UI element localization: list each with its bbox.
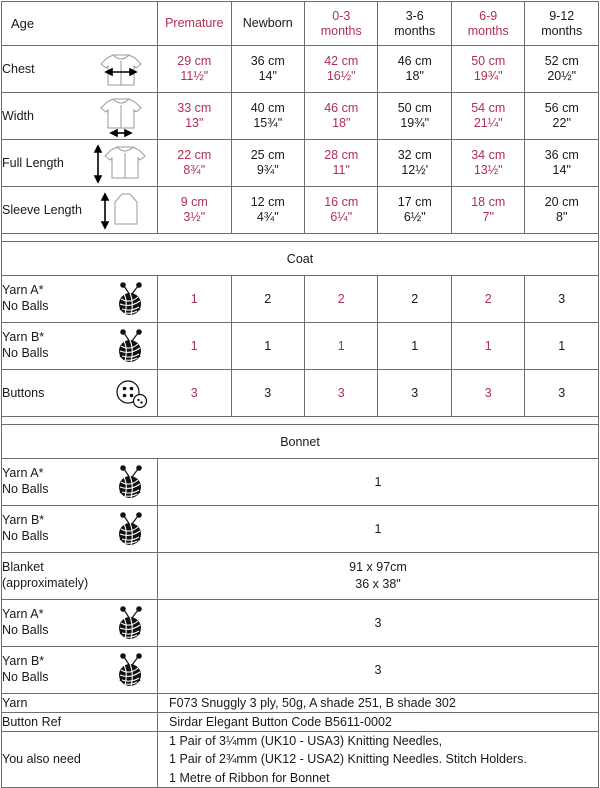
footer-row-yarn	[2, 694, 599, 713]
yarn-ball-icon	[111, 280, 151, 318]
value-inch: 22"	[552, 116, 571, 130]
bonnet-row-yarn-b	[2, 506, 599, 553]
value-cm: 12 cm	[250, 195, 285, 209]
value-cell	[231, 140, 304, 187]
also-need-line-1: 1 Pair of 3¼mm (UK10 - USA3) Knitting Needles,	[169, 734, 443, 749]
row-label-text: Buttons	[2, 386, 45, 400]
row-label-buttons	[2, 370, 158, 417]
value-cell	[305, 140, 378, 187]
row-label-full-length	[2, 140, 158, 187]
value-cm: 56 cm	[544, 101, 579, 115]
value-cm: 36 cm	[544, 148, 579, 162]
count-cell: 2	[378, 276, 451, 323]
value-cell	[231, 93, 304, 140]
label-line1: Blanket	[2, 560, 44, 575]
label-line2: No Balls	[2, 482, 49, 496]
footer-row-you-also-need	[2, 732, 599, 787]
value-cm: 33 cm	[177, 101, 212, 115]
row-label-text: Sleeve Length	[2, 203, 82, 217]
cardigan-length-icon	[91, 141, 151, 185]
value-inch: 3½"	[183, 210, 206, 224]
label-line2: No Balls	[2, 623, 49, 637]
size-line1: Premature	[165, 16, 224, 31]
size-line2: months	[320, 23, 362, 38]
row-label-width	[2, 93, 158, 140]
cardigan-width-icon	[91, 94, 151, 138]
value-inch: 6½"	[403, 210, 426, 224]
cardigan-chest-icon	[91, 47, 151, 91]
label-line1: Yarn A*	[2, 466, 44, 481]
blanket-size-inch: 36 x 38"	[355, 577, 401, 591]
value-cell	[451, 46, 524, 93]
value-inch: 14"	[552, 163, 571, 177]
header-size-9-12-months	[525, 2, 599, 46]
header-size-6-9-months	[451, 2, 524, 46]
count-cell: 3	[378, 370, 451, 417]
count-cell: 3	[158, 370, 231, 417]
label-line1: Yarn B*	[2, 513, 45, 528]
value-cell	[231, 46, 304, 93]
value-cm: 46 cm	[324, 101, 359, 115]
blanket-row-yarn-b	[2, 647, 599, 694]
row-label-text	[2, 466, 49, 497]
value-cell	[231, 187, 304, 234]
size-line1: 6-9	[479, 9, 498, 24]
row-label-text	[2, 513, 49, 544]
count-cell: 1	[158, 323, 231, 370]
footer-label-yarn: Yarn	[2, 694, 158, 713]
value-inch: 20½"	[547, 69, 577, 83]
section-banner-label: Coat	[2, 242, 599, 276]
coat-row-yarn-b	[2, 323, 599, 370]
row-label-yarn-b	[2, 647, 158, 694]
label-line1: Yarn A*	[2, 607, 44, 622]
value-inch: 19¾"	[473, 69, 503, 83]
section-spacer	[2, 417, 599, 425]
coat-row-yarn-a	[2, 276, 599, 323]
value-inch: 14"	[258, 69, 277, 83]
value-cm: 50 cm	[471, 54, 506, 68]
value-inch: 11"	[332, 163, 350, 177]
garment-size-table	[1, 1, 599, 788]
count-cell: 3	[231, 370, 304, 417]
value-cell	[158, 93, 231, 140]
value-inch: 21¼"	[473, 116, 503, 130]
value-cm: 42 cm	[324, 54, 359, 68]
footer-value-button-ref: Sirdar Elegant Button Code B5611-0002	[158, 713, 599, 732]
value-cell	[451, 187, 524, 234]
count-cell: 1	[305, 323, 378, 370]
table-header-row	[2, 2, 599, 46]
value-cm: 52 cm	[544, 54, 579, 68]
value-cm: 32 cm	[397, 148, 432, 162]
count-cell: 3	[451, 370, 524, 417]
also-need-line-3: 1 Metre of Ribbon for Bonnet	[169, 770, 330, 785]
value-cm: 34 cm	[471, 148, 506, 162]
count-cell: 3	[525, 370, 599, 417]
yarn-ball-icon	[111, 604, 151, 642]
merged-count-cell: 3	[158, 600, 599, 647]
count-cell: 1	[525, 323, 599, 370]
label-line2: No Balls	[2, 670, 49, 684]
value-cm: 20 cm	[544, 195, 579, 209]
count-cell: 2	[451, 276, 524, 323]
section-banner-bonnet	[2, 425, 599, 459]
label-line1: Yarn B*	[2, 654, 45, 669]
value-cm: 29 cm	[177, 54, 212, 68]
count-cell: 1	[231, 323, 304, 370]
value-cm: 50 cm	[397, 101, 432, 115]
coat-row-buttons	[2, 370, 599, 417]
footer-value-you-also-need	[158, 732, 599, 787]
value-cell	[378, 187, 451, 234]
row-label-chest	[2, 46, 158, 93]
merged-count-cell: 1	[158, 506, 599, 553]
value-cm: 17 cm	[397, 195, 432, 209]
value-cell	[525, 46, 599, 93]
yarn-ball-icon	[111, 463, 151, 501]
label-line1: Yarn A*	[2, 283, 44, 298]
label-line1: Yarn B*	[2, 330, 45, 345]
count-cell: 3	[525, 276, 599, 323]
count-cell: 1	[158, 276, 231, 323]
buttons-icon	[111, 375, 151, 411]
row-label-text: Chest	[2, 62, 35, 76]
value-cm: 25 cm	[250, 148, 285, 162]
value-cm: 18 cm	[471, 195, 506, 209]
value-cell	[158, 46, 231, 93]
value-inch: 11½"	[180, 69, 209, 83]
value-cell	[378, 93, 451, 140]
value-cell	[451, 140, 524, 187]
row-label-text	[2, 654, 49, 685]
size-line2: months	[467, 23, 509, 38]
yarn-ball-icon	[111, 651, 151, 689]
row-label-yarn-a	[2, 600, 158, 647]
yarn-ball-icon	[111, 327, 151, 365]
label-line2: No Balls	[2, 529, 49, 543]
row-label-text: Width	[2, 109, 34, 123]
size-line1: Newborn	[242, 16, 293, 31]
value-inch: 12½'	[401, 163, 429, 177]
value-inch: 4¾"	[256, 210, 279, 224]
value-cell	[305, 187, 378, 234]
value-cell	[158, 140, 231, 187]
merged-count-cell: 1	[158, 459, 599, 506]
value-inch: 13½"	[473, 163, 503, 177]
blanket-row-yarn-a	[2, 600, 599, 647]
row-label-yarn-b	[2, 323, 158, 370]
row-label-text	[2, 560, 88, 591]
value-cell	[451, 93, 524, 140]
value-inch: 13"	[185, 116, 204, 130]
row-label-text	[2, 283, 49, 314]
value-inch: 16½"	[326, 69, 356, 83]
bonnet-row-yarn-a	[2, 459, 599, 506]
size-line1: 3-6	[405, 9, 424, 24]
label-line2: No Balls	[2, 346, 49, 360]
value-cm: 28 cm	[324, 148, 359, 162]
value-inch: 9¾"	[256, 163, 279, 177]
blanket-row-size	[2, 553, 599, 600]
count-cell: 1	[451, 323, 524, 370]
header-size-premature	[158, 2, 231, 46]
measurement-row-sleeve-length	[2, 187, 599, 234]
row-label-yarn-a	[2, 459, 158, 506]
count-cell: 3	[305, 370, 378, 417]
header-size-0-3-months	[305, 2, 378, 46]
row-label-sleeve-length	[2, 187, 158, 234]
value-cm: 54 cm	[471, 101, 506, 115]
merged-blanket-size	[158, 553, 599, 600]
measurement-row-chest	[2, 46, 599, 93]
value-inch: 6¼"	[330, 210, 353, 224]
value-inch: 18"	[332, 116, 351, 130]
value-cell	[525, 187, 599, 234]
label-line2: (approximately)	[2, 576, 89, 590]
yarn-ball-icon	[111, 510, 151, 548]
section-spacer	[2, 234, 599, 242]
size-line2: months	[394, 23, 436, 38]
row-label-yarn-b	[2, 506, 158, 553]
value-cell	[378, 46, 451, 93]
row-label-text	[2, 607, 49, 638]
value-inch: 7"	[482, 210, 494, 224]
merged-count-cell: 3	[158, 647, 599, 694]
header-size-newborn	[231, 2, 304, 46]
value-cell	[525, 93, 599, 140]
value-inch: 8¾"	[183, 163, 206, 177]
header-size-3-6-months	[378, 2, 451, 46]
size-chart-sheet	[0, 1, 600, 785]
value-inch: 15¾"	[253, 116, 283, 130]
row-label-text	[2, 330, 49, 361]
footer-row-button-ref	[2, 713, 599, 732]
footer-label-button-ref: Button Ref	[2, 713, 158, 732]
count-cell: 2	[231, 276, 304, 323]
value-cm: 22 cm	[177, 148, 212, 162]
header-label-age: Age	[2, 2, 158, 46]
value-inch: 19¾"	[400, 116, 430, 130]
section-banner-label: Bonnet	[2, 425, 599, 459]
also-need-line-2: 1 Pair of 2¾mm (UK12 - USA2) Knitting Needles. Stitch Holders.	[169, 752, 527, 767]
label-line2: No Balls	[2, 299, 49, 313]
value-cell	[305, 46, 378, 93]
measurement-row-full-length	[2, 140, 599, 187]
section-banner-coat	[2, 242, 599, 276]
value-inch: 18"	[405, 69, 424, 83]
value-cm: 16 cm	[324, 195, 359, 209]
measurement-row-width	[2, 93, 599, 140]
value-inch: 8"	[556, 210, 568, 224]
row-label-text: Full Length	[2, 156, 64, 170]
sleeve-icon	[91, 188, 151, 232]
footer-value-yarn: F073 Snuggly 3 ply, 50g, A shade 251, B shade 302	[158, 694, 599, 713]
size-line1: 0-3	[332, 9, 351, 24]
value-cm: 9 cm	[180, 195, 208, 209]
count-cell: 1	[378, 323, 451, 370]
size-line2: months	[541, 23, 583, 38]
value-cell	[305, 93, 378, 140]
count-cell: 2	[305, 276, 378, 323]
value-cell	[158, 187, 231, 234]
row-label-blanket	[2, 553, 158, 600]
footer-label-you-also-need: You also need	[2, 732, 158, 787]
value-cell	[525, 140, 599, 187]
blanket-size-cm: 91 x 97cm	[349, 560, 407, 575]
value-cm: 40 cm	[250, 101, 285, 115]
row-label-yarn-a	[2, 276, 158, 323]
size-line1: 9-12	[549, 9, 575, 24]
value-cm: 36 cm	[250, 54, 285, 68]
value-cell	[378, 140, 451, 187]
value-cm: 46 cm	[397, 54, 432, 68]
